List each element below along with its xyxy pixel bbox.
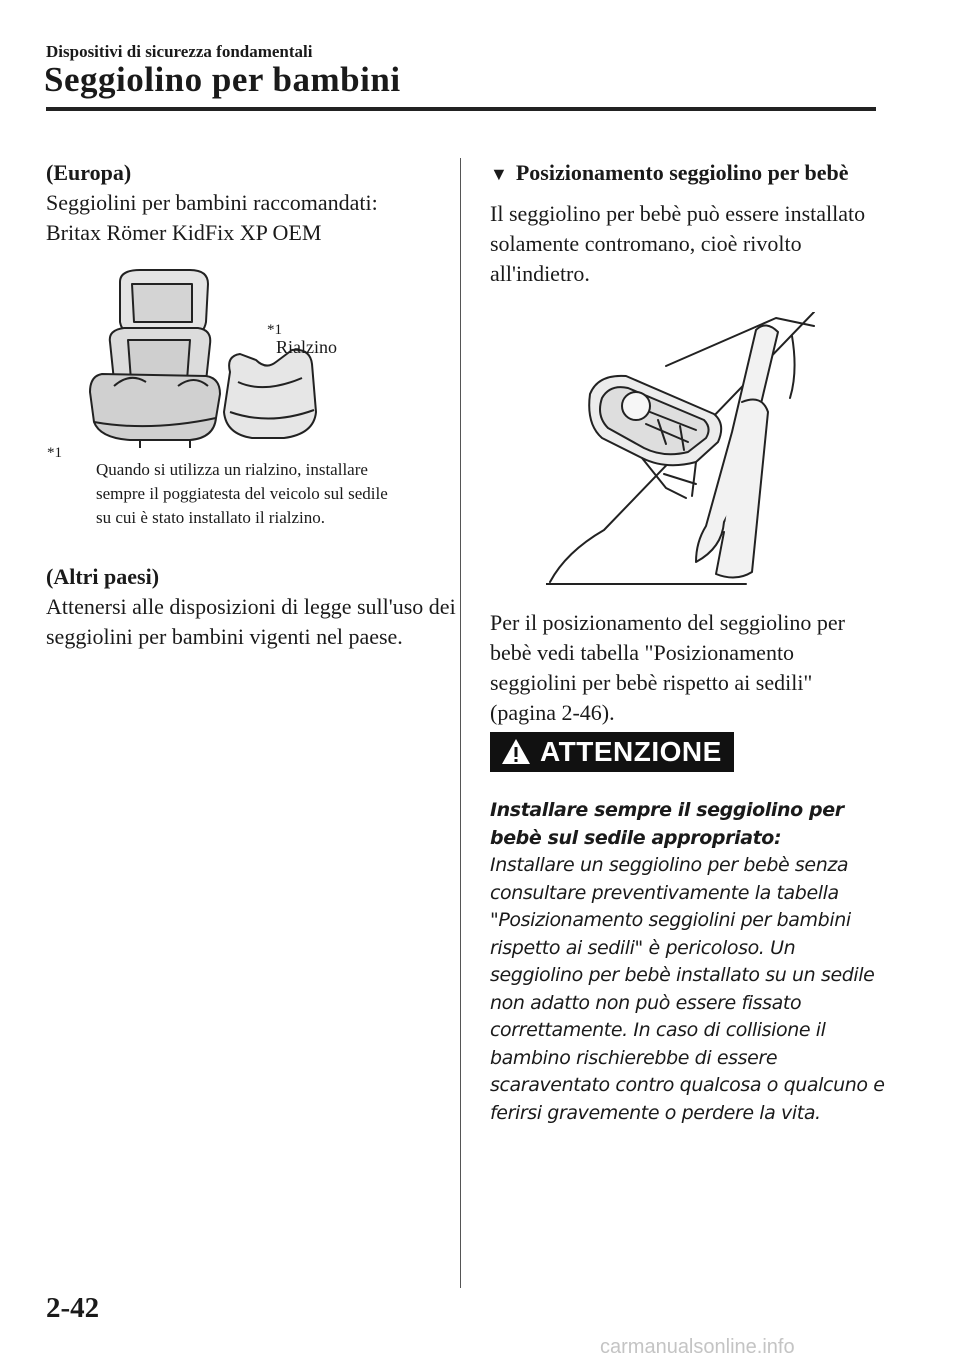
footnote: Quando si utilizza un rialzino, installare sempre il poggiatesta del veicolo sul sedile su cui è stato installato il rialzino.: [96, 460, 388, 527]
section-label: Dispositivi di sicurezza fondamentali: [46, 42, 313, 61]
note-marker: *1: [47, 445, 62, 461]
warning-triangle-icon: [500, 736, 532, 768]
warning-badge: [490, 732, 734, 772]
page-number: 2-42: [46, 1292, 100, 1324]
recommended-seats-line: Seggiolini per bambini raccomandati:: [46, 190, 378, 215]
watermark: carmanualsonline.info: [600, 1336, 795, 1358]
europe-heading: (Europa): [46, 160, 132, 185]
rear-facing-heading-text: Posizionamento seggiolino per bebè: [515, 160, 849, 185]
rear-facing-baby-seat-illustration: [546, 312, 816, 588]
warning-label: ATTENZIONE: [540, 736, 722, 767]
europe-section: [46, 158, 446, 248]
booster-seat-illustration: [80, 262, 370, 462]
page-title: Seggiolino per bambini: [44, 60, 401, 99]
triangle-marker-icon: ▼: [490, 164, 508, 184]
warning-body: [490, 797, 890, 1127]
booster-label: Rialzino: [276, 337, 337, 357]
rear-facing-heading: [490, 158, 890, 189]
other-countries-text: Attenersi alle disposizioni di legge sull'uso dei seggiolini per bambini vigenti nel paese.: [46, 594, 456, 649]
position-reference-text: Per il posizionamento del seggiolino per bebè vedi tabella "Posizionamento seggiolini per bebè rispetto ai sedili" (pagina 2-46).: [490, 610, 845, 725]
rear-facing-text: Il seggiolino per bebè può essere installato solamente contromano, cioè rivolto all'indietro.: [490, 201, 866, 286]
recommended-seat-model: Britax Römer KidFix XP OEM: [46, 220, 322, 245]
other-countries-heading: (Altri paesi): [46, 564, 160, 589]
warning-title: Installare sempre il seggiolino per bebè sul sedile appropriato:: [490, 799, 844, 849]
column-divider: [460, 158, 461, 1288]
title-rule: [46, 107, 876, 111]
warning-text: Installare un seggiolino per bebè senza consultare preventivamente la tabella "Posizionamento seggiolini per bambini rispetto ai sedili" è pericoloso. Un seggiolino per bebè installato su un sedile non adatto non può essere fissato correttamente. In caso di collisione il bambino rischierebbe di essere scaraventato contro qualcosa o qualcuno e ferirsi gravemente o perdere la vita.: [490, 854, 885, 1124]
note-marker: *1: [267, 322, 282, 338]
other-countries-section: [46, 562, 456, 652]
rear-facing-section: [490, 158, 890, 289]
